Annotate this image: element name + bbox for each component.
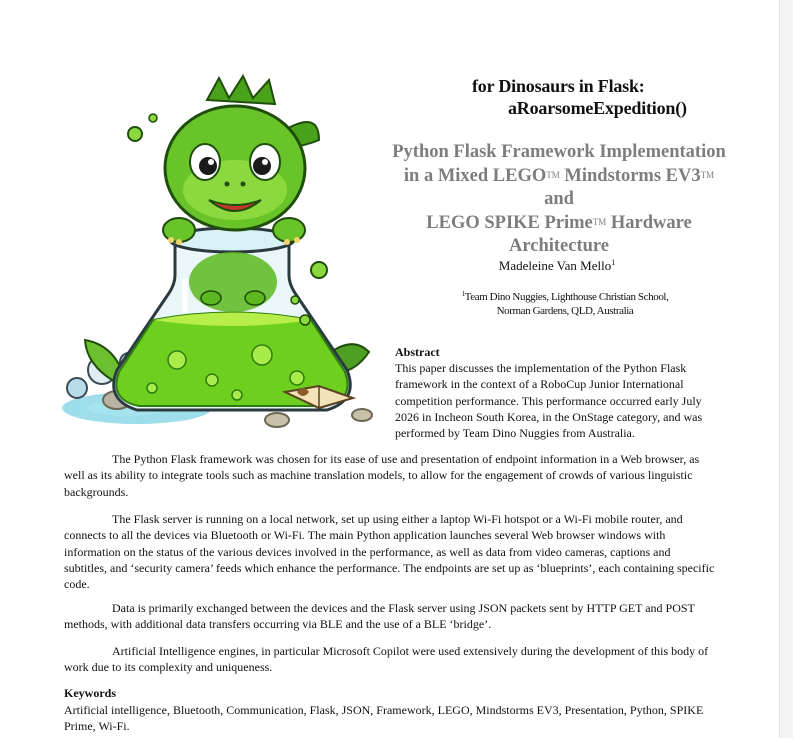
keywords-heading: Keywords xyxy=(64,686,116,700)
body-paragraph-2-text: The Flask server is running on a local network, set up using either a laptop Wi-Fi hotspot or a Wi-Fi mobile router, and connects to all the devices via Bluetooth or Wi-Fi. The main Python application launches several Web browser windows with information on the status of the various devices involved in the performance, as well as data from video cameras, captions and subtitles, and ‘security camera’ feeds which enhance the performance. The endpoints are set up as ‘blueprints’, each containing specific code. xyxy=(64,512,715,592)
subtitle-line2-part-c: and xyxy=(544,189,574,209)
subtitle-line2-part-a: in a Mixed LEGO xyxy=(403,166,547,186)
body-paragraph-1-text: The Python Flask framework was chosen for its ease of use and presentation of endpoint information in a Web browser, as well as its ability to integrate tools such as machine translation models, to allow for the engagement of crowds of various linguistic backgrounds. xyxy=(64,452,700,499)
subtitle-line1: Python Flask Framework Implementation xyxy=(392,142,726,162)
subtitle-line2 xyxy=(390,164,728,211)
body-paragraph-4-text: Artificial Intelligence engines, in particular Microsoft Copilot were used extensively during the development of this body of work due to its complexity and uniqueness. xyxy=(64,644,709,675)
affiliation-line1-text: Team Dino Nuggies, Lighthouse Christian School, xyxy=(464,291,669,303)
affiliation-line2: Norman Gardens, QLD, Australia xyxy=(496,305,634,317)
affiliation-marker: 1 xyxy=(461,290,465,298)
keywords-text: Artificial intelligence, Bluetooth, Communication, Flask, JSON, Framework, LEGO, Mindstorms EV3, Presentation, Python, SPIKE Prime, Wi-Fi. xyxy=(64,703,704,734)
subtitle-line3-part-b: Hardware xyxy=(606,213,692,233)
affiliation-line1 xyxy=(420,287,710,304)
trademark-mark: TM xyxy=(592,217,607,227)
affiliation xyxy=(420,287,710,318)
abstract-heading: Abstract xyxy=(395,345,440,359)
subtitle-line4: Architecture xyxy=(509,236,609,256)
body-paragraph-3 xyxy=(64,600,716,633)
paper-title-line1: for Dinosaurs in Flask: xyxy=(472,76,645,96)
author-name: Madeleine Van Mello xyxy=(498,258,612,273)
body-paragraph-1 xyxy=(64,451,716,500)
subtitle-line3 xyxy=(390,211,728,235)
paper-title-line2: aRoarsomeExpedition() xyxy=(508,98,687,118)
body-paragraph-3-text: Data is primarily exchanged between the devices and the Flask server using JSON packets sent by HTTP GET and POST methods, with additional data transfers occurring via BLE and the use of a BLE ‘bridge’. xyxy=(64,601,695,632)
paper-subtitle xyxy=(390,141,728,258)
trademark-mark: TM xyxy=(546,170,560,180)
trademark-mark: TM xyxy=(700,170,715,180)
body-paragraph-4 xyxy=(64,643,716,676)
author-line xyxy=(400,258,714,274)
dinosaur-flask-illustration xyxy=(57,70,385,442)
abstract-text: This paper discusses the implementation of the Python Flask framework in the context of a RoboCup Junior International competition performance. This performance occurred early July 2026 in Incheon South Korea, in the OnStage category, and was performed by Team Dino Nuggies from Australia. xyxy=(395,361,703,441)
subtitle-line3-part-a: LEGO SPIKE Prime xyxy=(426,213,593,233)
body-paragraph-2 xyxy=(64,511,716,592)
affiliation-marker: 1 xyxy=(611,258,616,267)
subtitle-line2-part-b: Mindstorms EV3 xyxy=(559,166,701,186)
